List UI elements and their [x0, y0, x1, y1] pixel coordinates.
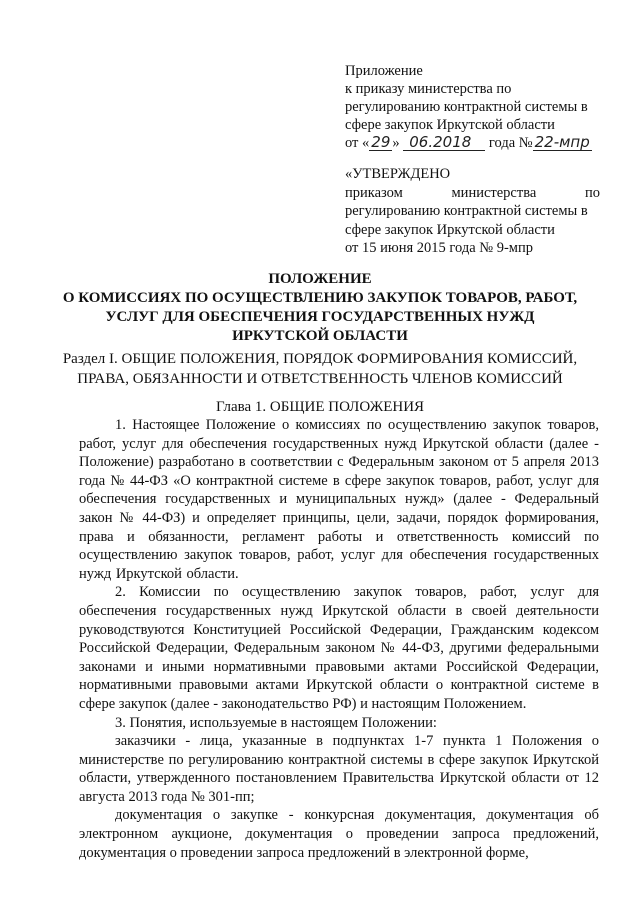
chapter-heading: Глава 1. ОБЩИЕ ПОЛОЖЕНИЯ: [215, 399, 425, 415]
from-label: от «: [345, 135, 370, 151]
document-body: [79, 416, 599, 862]
section-heading: [50, 349, 590, 389]
document-title: [60, 270, 580, 346]
approved-line-3: регулированию контрактной системы в: [345, 203, 588, 219]
title-line-4: ИРКУТСКОЙ ОБЛАСТИ: [232, 328, 408, 344]
approved-line-2: приказом министерства по: [345, 184, 600, 201]
appendix-line-2: к приказу министерства по: [345, 81, 512, 97]
title-line-3: УСЛУГ ДЛЯ ОБЕСПЕЧЕНИЯ ГОСУДАРСТВЕННЫХ НУЖД: [105, 309, 535, 325]
title-line-1: ПОЛОЖЕНИЕ: [268, 271, 372, 287]
order-date-line: [345, 134, 600, 152]
paragraph-3: 3. Понятия, используемые в настоящем Положении:: [115, 714, 437, 731]
paragraph-1: 1. Настоящее Положение о комиссиях по осуществлению закупок товаров, работ, услуг для обеспечения государственных нужд Иркутской области (далее - Положение) разработано в соответствии с Федеральным законом от 5 апреля 2013 года № 44-ФЗ «О контрактной системе в сфере закупок товаров, работ, услуг для обеспечения государственных и муниципальных нужд» (далее - Федеральный закон № 44-ФЗ) и определяет принципы, цели, задачи, порядок формирования, права и обязанности, регламент работы и ответственность комиссий по осуществлению закупок товаров, работ, услуг для обеспечения государственных нужд Иркутской области.: [79, 417, 599, 582]
approved-block: [345, 165, 600, 258]
handwritten-month-year: 06.2018: [403, 135, 485, 151]
approved-line-5: от 15 июня 2015 года № 9-мпр: [345, 240, 533, 256]
approved-line-4: сфере закупок Иркутской области: [345, 221, 555, 238]
paragraph-4: заказчики - лица, указанные в подпунктах 1-7 пункта 1 Положения о министерстве по регулированию контрактной системы в сфере закупок Иркутской области, утвержденного постановлением Правительства Иркутской области от 12 августа 2013 года № 301-пп;: [79, 733, 599, 805]
appendix-line-1: Приложение: [345, 63, 423, 79]
paragraph-5: документация о закупке - конкурсная документация, документация об электронном аукционе, документация о проведении запроса предложений, документация о проведении запроса предложений в электронной форме,: [79, 807, 599, 861]
approved-heading: «УТВЕРЖДЕНО: [345, 166, 451, 182]
handwritten-day: 29: [371, 133, 391, 151]
title-line-2: О КОМИССИЯХ ПО ОСУЩЕСТВЛЕНИЮ ЗАКУПОК ТОВАРОВ, РАБОТ,: [62, 290, 578, 306]
year-number-label: года №: [488, 135, 533, 151]
handwritten-order-number: 22-мпр: [534, 133, 590, 151]
section-line-2: ПРАВА, ОБЯЗАННОСТИ И ОТВЕТСТВЕННОСТЬ ЧЛЕНОВ КОМИССИЙ: [77, 371, 563, 387]
section-line-1: Раздел I. ОБЩИЕ ПОЛОЖЕНИЯ, ПОРЯДОК ФОРМИРОВАНИЯ КОМИССИЙ,: [62, 351, 578, 367]
close-quote: »: [392, 135, 400, 151]
appendix-line-3: регулированию контрактной системы в: [345, 99, 588, 115]
paragraph-2: 2. Комиссии по осуществлению закупок товаров, работ, услуг для обеспечения государственных нужд Иркутской области в своей деятельности руководствуются Конституцией Российской Федерации, Гражданским кодексом Российской Федерации, Федеральным законом № 44-ФЗ, другими федеральными законами и иными нормативными правовыми актами Российской Федерации, нормативными правовыми актами Иркутской области о контрактной системе в сфере закупок (далее - законодательство РФ) и настоящим Положением.: [79, 584, 599, 712]
appendix-line-4: сфере закупок Иркутской области: [345, 117, 555, 133]
appendix-block: [345, 62, 600, 152]
